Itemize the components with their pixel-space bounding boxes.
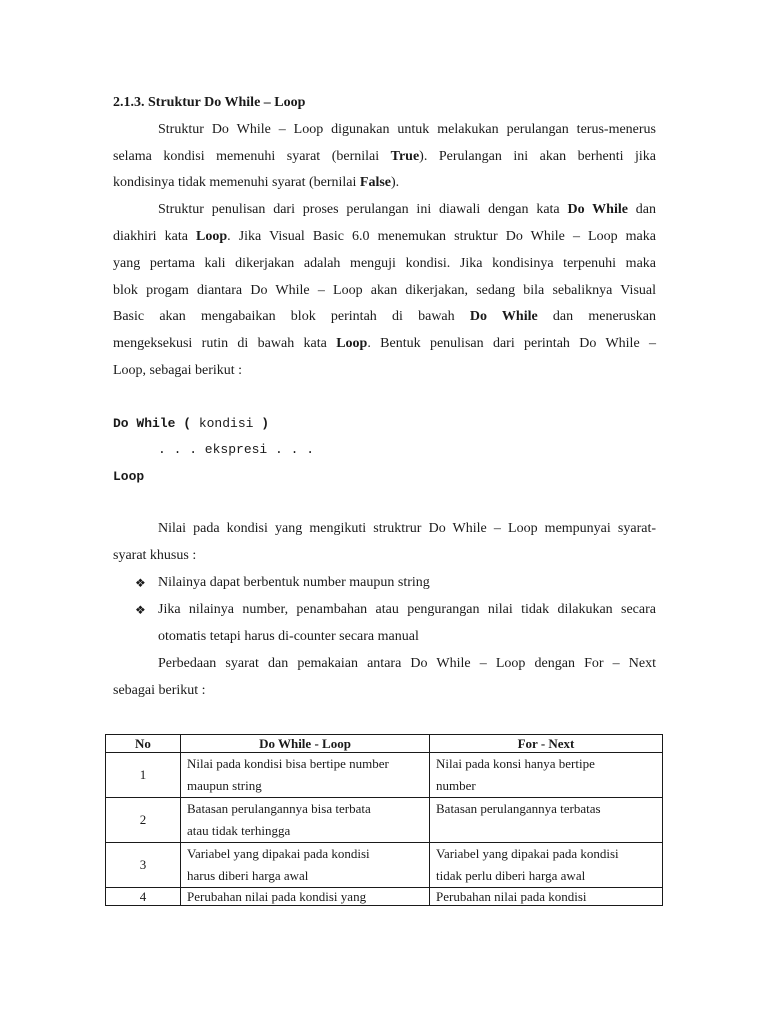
for-next-cell: Variabel yang dipakai pada kondisi tidak perlu diberi harga awal [430,843,663,888]
row-number: 3 [106,843,181,888]
paragraph-1-line: Struktur Do While – Loop digunakan untuk melakukan perulangan terus-menerus [158,122,656,137]
column-header: For - Next [430,735,663,753]
paragraph-2-line: Loop, sebagai berikut : [113,363,243,378]
paragraph-2-line: mengeksekusi rutin di bawah kata Loop. Bentuk penulisan dari perintah Do While – [113,336,656,351]
code-line: Loop [113,469,145,484]
paragraph-3-line: syarat khusus : [113,548,197,563]
bullet-item-continuation: otomatis tetapi harus di-counter secara manual [158,629,419,644]
column-header: No [106,735,181,753]
code-line: Do While ( kondisi ) [113,416,270,431]
table-header-row [106,735,663,753]
paragraph-4-line: sebagai berikut : [113,683,206,698]
paragraph-2-line: diakhiri kata Loop. Jika Visual Basic 6.0 menemukan struktur Do While – Loop maka [113,229,656,244]
row-number: 1 [106,753,181,798]
code-line: . . . ekspresi . . . [158,442,315,457]
paragraph-2-line: Basic akan mengabaikan blok perintah di bawah Do While dan meneruskan [113,309,657,324]
table-row [106,843,663,888]
paragraph-1-line: selama kondisi memenuhi syarat (bernilai True). Perulangan ini akan berhenti jika [113,149,656,164]
paragraph-2-line: blok progam diantara Do While – Loop akan dikerjakan, sedang bila sebaliknya Visual [113,283,656,298]
do-while-cell: Variabel yang dipakai pada kondisi harus diberi harga awal [181,843,430,888]
comparison-table [105,734,663,906]
do-while-cell: Batasan perulangannya bisa terbata atau tidak terhingga [181,798,430,843]
column-header: Do While - Loop [181,735,430,753]
table-row [106,888,663,906]
paragraph-4-line: Perbedaan syarat dan pemakaian antara Do While – Loop dengan For – Next [158,656,656,671]
paragraph-2-line: yang pertama kali dikerjakan adalah menguji kondisi. Jika kondisinya terpenuhi maka [113,256,656,271]
section-heading: 2.1.3. Struktur Do While – Loop [113,95,306,110]
row-number: 4 [106,888,181,906]
diamond-bullet-icon: ❖ [135,576,146,590]
table-row [106,753,663,798]
for-next-cell: Batasan perulangannya terbatas [430,798,663,843]
paragraph-3-line: Nilai pada kondisi yang mengikuti struktrur Do While – Loop mempunyai syarat- [158,521,656,536]
paragraph-2-line: Struktur penulisan dari proses perulangan ini diawali dengan kata Do While dan [158,202,656,217]
for-next-cell: Perubahan nilai pada kondisi [430,888,663,906]
do-while-cell: Perubahan nilai pada kondisi yang [181,888,430,906]
bullet-item: Nilainya dapat berbentuk number maupun string [158,575,430,590]
table-row [106,798,663,843]
row-number: 2 [106,798,181,843]
do-while-cell: Nilai pada kondisi bisa bertipe number maupun string [181,753,430,798]
diamond-bullet-icon: ❖ [135,603,146,617]
bullet-item: Jika nilainya number, penambahan atau pengurangan nilai tidak dilakukan secara [158,602,656,617]
paragraph-1-line: kondisinya tidak memenuhi syarat (bernilai False). [113,175,400,190]
for-next-cell: Nilai pada konsi hanya bertipe number [430,753,663,798]
